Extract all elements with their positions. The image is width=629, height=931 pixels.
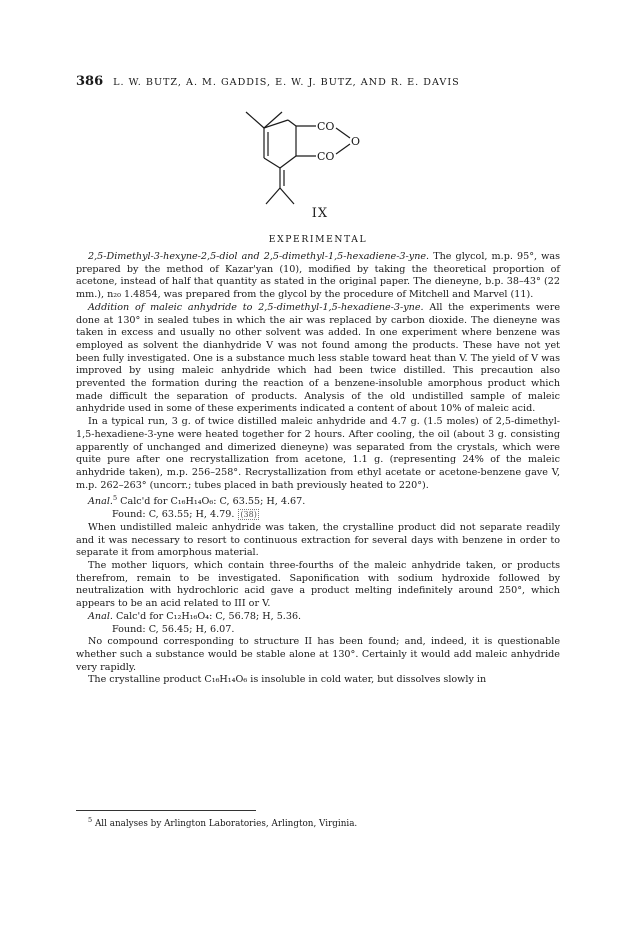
analysis-calcd xyxy=(76,492,560,509)
bond xyxy=(280,188,294,204)
running-header xyxy=(76,74,556,89)
analysis-label: Anal. xyxy=(88,496,113,508)
paragraph xyxy=(76,416,560,492)
bond xyxy=(336,144,350,154)
paragraph xyxy=(76,560,560,611)
analysis-label: Anal. xyxy=(88,610,113,622)
analysis-calcd-text: Calc'd for C₁₂H₁₆O₄: C, 56.78; H, 5.36. xyxy=(116,610,302,622)
paragraph-heading: 2,5-Dimethyl-3-hexyne-2,5-diol and 2,5-dimethyl-1,5-hexadiene-3-yne. xyxy=(88,251,430,262)
page-number: 386 xyxy=(76,74,104,89)
bond xyxy=(246,112,264,128)
analysis-found xyxy=(76,624,560,637)
footnote-text: All analyses by Arlington Laboratories, Arlington, Virginia. xyxy=(94,818,358,829)
paragraph xyxy=(76,674,560,687)
analysis-found-text: Found: C, 63.55; H, 4.79. xyxy=(112,509,235,521)
paragraph-heading: Addition of maleic anhydride to 2,5-dimethyl-1,5-hexadiene-3-yne. xyxy=(88,301,424,313)
analysis-calcd xyxy=(76,611,560,624)
compound-label: IX xyxy=(311,206,329,221)
paragraph-text: The mother liquors, which contain three-fourths of the maleic anhydride taken, or products therefrom, remain to be investigated. Saponification with sodium hydroxide followed by neutralization with hydrochloric acid gave a product melting indefinitely around 250°, which appears to be an acid related to III or V. xyxy=(76,560,560,610)
footnote-mark: 5 xyxy=(88,816,93,824)
analysis-found-text: Found: C, 56.45; H, 6.07. xyxy=(112,623,235,635)
paragraph-text: No compound corresponding to structure II has been found; and, indeed, it is questionable whether such a substance would be stable alone at 130°. Certainly it would add maleic anhydride very rapidly. xyxy=(76,636,560,673)
paragraph xyxy=(76,251,560,302)
bond xyxy=(336,128,350,138)
paragraph xyxy=(76,522,560,560)
paragraph-text: The glycol, m.p. 95°, was prepared by the method of Kazar'yan (10), modified by taking the theoretical proportion of acetone, instead of half that quantity as stated in the original paper. The dieneyne, b.p. 38–43° (22 mm.), n₂₀ 1.4854, was prepared from the glycol by the procedure of Mitchell and Marvel (11). xyxy=(76,251,560,301)
paragraph-text: All the experiments were done at 130° in sealed tubes in which the air was replaced by carbon dioxide. The dieneyne was taken in excess and usually no other solvent was added. In one experiment where benzene was employed as solvent the dianhydride V was not found among the products. These have not yet been fully investigated. One is a substance much less stable toward heat than V. The yield of V was improved by using maleic anhydride which had been twice distilled. This precaution also prevented the formation during the reaction of a benzene-insoluble amorphous product which made difficult the separation of products. Analysis of the old undistilled sample of maleic anhydride used in some of these experiments indicated a content of about 10% of maleic acid. xyxy=(76,301,560,415)
paragraph-text: In a typical run, 3 g. of twice distilled maleic anhydride and 4.7 g. (1.5 moles) of 2,5-dimethyl-1,5-hexadiene-3-yne were heated together for 2 hours. After cooling, the oil (about 3 g. consisting apparently of unchanged and dimerized dieneyne) was separated from the crystals, which were quite pure after one recrystallization from acetone, 1.1 g. (representing 24% of the maleic anhydride taken), m.p. 256–258°. Recrystallization from ethyl acetate or acetone-benzene gave V, m.p. 262–263° (uncorr.; tubes placed in bath previously heated to 220°). xyxy=(76,416,560,491)
carbonyl-top-label: CO xyxy=(317,120,335,133)
paragraph xyxy=(76,302,560,416)
body-text xyxy=(76,251,560,687)
analysis-calcd-text: Calc'd for C₁₆H₁₄O₆: C, 63.55; H, 4.67. xyxy=(120,496,306,508)
paragraph-text: The crystalline product C₁₆H₁₄O₆ is insoluble in cold water, but dissolves slowly in xyxy=(88,674,487,686)
bond xyxy=(288,120,296,126)
bond xyxy=(266,188,280,204)
bridge-oxygen-label: O xyxy=(351,135,361,148)
ink-stamp: (38) xyxy=(240,510,257,520)
section-title: EXPERIMENTAL xyxy=(268,234,368,245)
bond xyxy=(280,156,296,168)
paragraph-text: When undistilled maleic anhydride was taken, the crystalline product did not separate readily and it was necessary to resort to continuous extraction for several days with benzene in order to separate it from amorphous material. xyxy=(76,521,560,559)
paragraph xyxy=(76,636,560,674)
footnote xyxy=(76,816,572,829)
header-authors: L. W. BUTZ, A. M. GADDIS, E. W. J. BUTZ, AND R. E. DAVIS xyxy=(113,77,460,88)
footnote-divider xyxy=(76,810,256,811)
analysis-found xyxy=(76,509,560,522)
bond xyxy=(264,158,280,168)
footnote-reference: 5 xyxy=(112,494,118,503)
carbonyl-bottom-label: CO xyxy=(317,150,335,163)
